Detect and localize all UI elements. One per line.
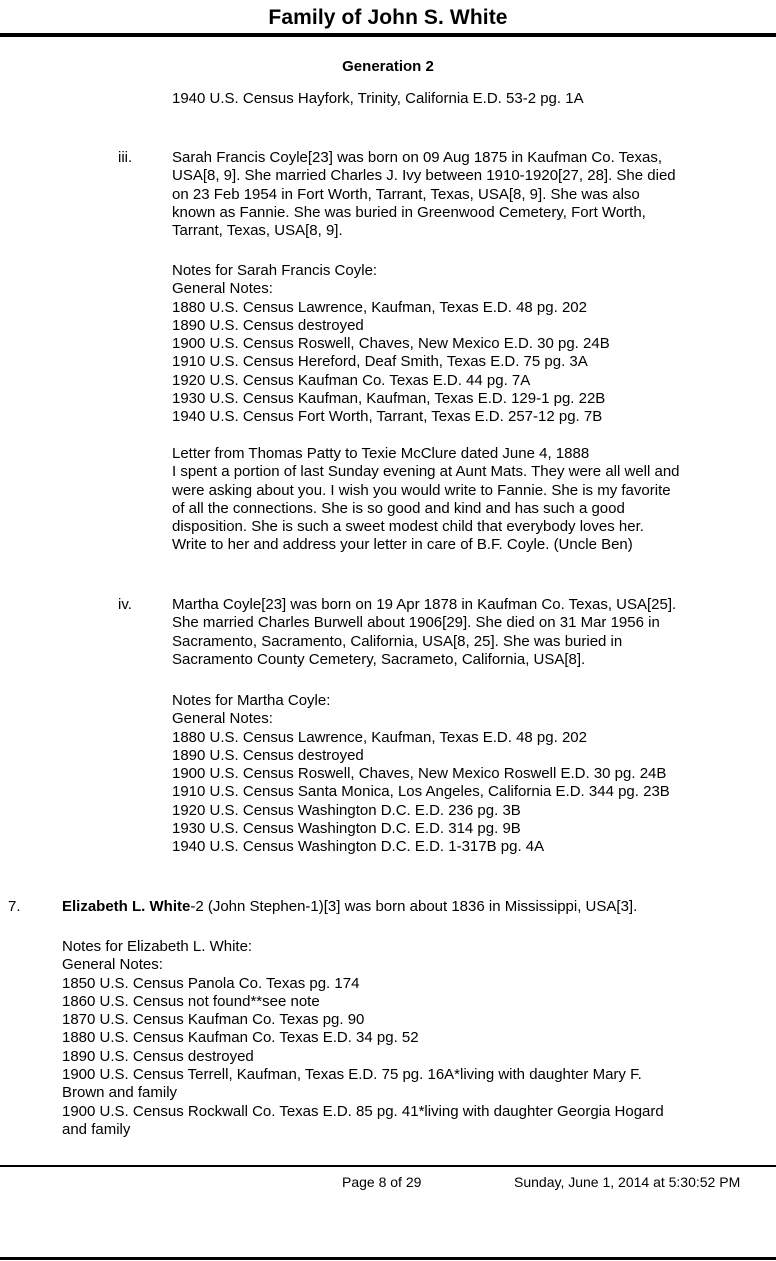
bio-line: USA[8, 9]. She married Charles J. Ivy between 1910-1920[27, 28]. She died <box>172 167 676 185</box>
page-bottom-rule <box>0 1257 776 1260</box>
child-numeral-iv: iv. <box>118 596 132 613</box>
note-line: General Notes: <box>172 280 273 298</box>
note-line: 1890 U.S. Census destroyed <box>172 746 364 764</box>
note-line: and family <box>62 1120 131 1138</box>
header-rule <box>0 33 776 37</box>
note-line: Notes for Sarah Francis Coyle: <box>172 262 378 279</box>
person-name: Elizabeth L. White <box>62 898 191 915</box>
note-line: General Notes: <box>172 710 273 728</box>
note-line: 1880 U.S. Census Lawrence, Kaufman, Texas E.D. 48 pg. 202 <box>172 298 587 316</box>
page-number: Page 8 of 29 <box>342 1174 422 1190</box>
bio-line: Sarah Francis Coyle[23] was born on 09 Aug 1875 in Kaufman Co. Texas, <box>172 149 663 166</box>
note-line: 1920 U.S. Census Kaufman Co. Texas E.D. 44 pg. 7A <box>172 371 531 389</box>
note-line: 1890 U.S. Census destroyed <box>62 1047 254 1065</box>
bio-line: Martha Coyle[23] was born on 19 Apr 1878 in Kaufman Co. Texas, USA[25]. <box>172 596 677 613</box>
child-iv-notes <box>172 692 670 857</box>
continued-census-note: 1940 U.S. Census Hayfork, Trinity, California E.D. 53-2 pg. 1A <box>172 90 584 107</box>
letter-line: of all the connections. She is so good and kind and has such a good <box>172 499 625 517</box>
note-line: 1900 U.S. Census Rockwall Co. Texas E.D. 85 pg. 41*living with daughter Georgia Hogard <box>62 1102 664 1120</box>
bio-line: on 23 Feb 1954 in Fort Worth, Tarrant, Texas, USA[8, 9]. She was also <box>172 185 640 203</box>
bio-text: -2 (John Stephen-1)[3] was born about 1836 in Mississippi, USA[3]. <box>190 898 638 915</box>
note-line: General Notes: <box>62 956 163 974</box>
print-datetime: Sunday, June 1, 2014 at 5:30:52 PM <box>514 1174 741 1190</box>
bio-line: Sacramento, Sacramento, California, USA[8, 25]. She was buried in <box>172 632 623 650</box>
note-line: 1850 U.S. Census Panola Co. Texas pg. 174 <box>62 974 360 992</box>
note-line: 1880 U.S. Census Kaufman Co. Texas E.D. 34 pg. 52 <box>62 1029 419 1047</box>
bio-line: known as Fannie. She was buried in Greenwood Cemetery, Fort Worth, <box>172 203 646 221</box>
child-iii-notes <box>172 262 610 427</box>
note-line: Notes for Martha Coyle: <box>172 692 331 709</box>
bio-line: Tarrant, Texas, USA[8, 9]. <box>172 222 343 240</box>
child-iii-bio <box>172 149 676 240</box>
bio-line: Sacramento County Cemetery, Sacrameto, California, USA[8]. <box>172 650 586 668</box>
note-line: 1900 U.S. Census Terrell, Kaufman, Texas E.D. 75 pg. 16A*living with daughter Mary F. <box>62 1066 642 1084</box>
note-line: 1860 U.S. Census not found**see note <box>62 992 320 1010</box>
page-title: Family of John S. White <box>268 6 508 29</box>
note-line: 1890 U.S. Census destroyed <box>172 316 364 334</box>
child-iii-letter <box>172 445 680 555</box>
person-number: 7. <box>8 898 21 915</box>
generation-heading: Generation 2 <box>342 58 434 75</box>
note-line: 1920 U.S. Census Washington D.C. E.D. 236 pg. 3B <box>172 801 521 819</box>
letter-line: disposition. She is such a sweet modest child that everybody loves her. <box>172 518 644 536</box>
note-line: 1870 U.S. Census Kaufman Co. Texas pg. 90 <box>62 1011 365 1029</box>
bio-line: She married Charles Burwell about 1906[29]. She died on 31 Mar 1956 in <box>172 614 660 632</box>
note-line: 1900 U.S. Census Roswell, Chaves, New Mexico Roswell E.D. 30 pg. 24B <box>172 765 667 783</box>
child-iv-bio <box>172 596 676 669</box>
note-line: Notes for Elizabeth L. White: <box>62 938 253 955</box>
letter-line: I spent a portion of last Sunday evening at Aunt Mats. They were all well and <box>172 463 680 481</box>
letter-line: Letter from Thomas Patty to Texie McClure dated June 4, 1888 <box>172 445 590 462</box>
letter-line: Write to her and address your letter in care of B.F. Coyle. (Uncle Ben) <box>172 536 633 554</box>
footer-rule <box>0 1165 776 1167</box>
note-line: 1910 U.S. Census Santa Monica, Los Angeles, California E.D. 344 pg. 23B <box>172 783 670 801</box>
child-numeral-iii: iii. <box>118 149 133 166</box>
letter-line: were asking about you. I wish you would write to Fannie. She is my favorite <box>172 481 671 499</box>
note-line: Brown and family <box>62 1084 178 1102</box>
person-7-notes <box>62 938 664 1139</box>
bio-line <box>62 898 637 916</box>
note-line: 1930 U.S. Census Kaufman, Kaufman, Texas E.D. 129-1 pg. 22B <box>172 390 606 408</box>
person-7-bio <box>62 898 637 916</box>
note-line: 1940 U.S. Census Fort Worth, Tarrant, Texas E.D. 257-12 pg. 7B <box>172 408 603 426</box>
note-line: 1910 U.S. Census Hereford, Deaf Smith, Texas E.D. 75 pg. 3A <box>172 353 588 371</box>
note-line: 1880 U.S. Census Lawrence, Kaufman, Texas E.D. 48 pg. 202 <box>172 728 587 746</box>
note-line: 1900 U.S. Census Roswell, Chaves, New Mexico E.D. 30 pg. 24B <box>172 335 610 353</box>
note-line: 1940 U.S. Census Washington D.C. E.D. 1-317B pg. 4A <box>172 838 545 856</box>
note-line: 1930 U.S. Census Washington D.C. E.D. 314 pg. 9B <box>172 820 521 838</box>
